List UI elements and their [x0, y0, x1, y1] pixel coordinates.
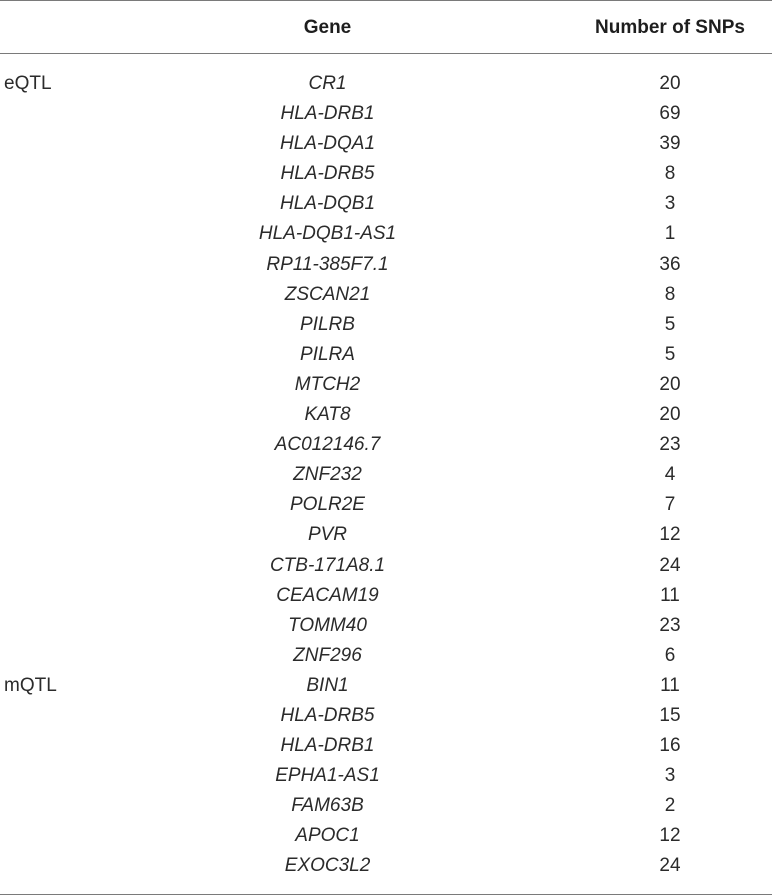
gene-cell: CEACAM19 — [276, 584, 379, 606]
group-cell: eQTL — [4, 73, 52, 94]
gene-cell: PILRB — [300, 313, 355, 335]
table-row — [0, 671, 772, 701]
gene-cell: POLR2E — [290, 494, 365, 516]
snp-count-cell: 7 — [664, 494, 676, 516]
snp-count-cell: 3 — [664, 765, 676, 787]
snp-count-cell: 23 — [659, 614, 681, 636]
snp-count-cell: 6 — [664, 644, 676, 666]
table-row — [0, 551, 772, 581]
snp-count-cell: 11 — [660, 584, 680, 606]
table-row — [0, 761, 772, 791]
table-row — [0, 189, 772, 219]
gene-cell: HLA-DQA1 — [279, 133, 376, 155]
gene-cell: ZNF232 — [293, 464, 362, 486]
gene-cell: APOC1 — [295, 825, 360, 847]
table-row — [0, 219, 772, 249]
table-row — [0, 581, 772, 611]
gene-cell: MTCH2 — [294, 373, 361, 395]
gene-cell: HLA-DRB5 — [280, 163, 375, 185]
table-row — [0, 520, 772, 550]
snp-count-cell: 5 — [664, 313, 676, 335]
snp-count-cell: 3 — [664, 193, 676, 215]
gene-cell: EPHA1-AS1 — [275, 765, 380, 787]
snp-count-cell: 2 — [664, 795, 676, 817]
gene-cell: HLA-DQB1-AS1 — [258, 223, 397, 245]
gene-cell: HLA-DRB5 — [280, 704, 375, 726]
gene-cell: CTB-171A8.1 — [269, 554, 386, 576]
gene-cell: TOMM40 — [288, 614, 367, 636]
snp-count-cell: 8 — [664, 163, 676, 185]
gene-cell: KAT8 — [304, 404, 351, 426]
gene-cell: HLA-DRB1 — [280, 735, 375, 757]
snp-count-cell: 36 — [659, 253, 681, 275]
snp-count-cell: 4 — [664, 464, 676, 486]
snp-count-cell: 69 — [659, 103, 681, 125]
table-row — [0, 99, 772, 129]
table-row — [0, 340, 772, 370]
table-row — [0, 701, 772, 731]
table-row — [0, 791, 772, 821]
gene-cell: HLA-DRB1 — [280, 103, 375, 125]
gene-cell: FAM63B — [291, 795, 364, 817]
gene-cell: CR1 — [308, 73, 347, 94]
group-cell: mQTL — [4, 674, 57, 696]
snp-count-cell: 20 — [659, 373, 681, 395]
snp-count-cell: 20 — [659, 73, 681, 94]
gene-cell: EXOC3L2 — [284, 855, 371, 877]
snp-count-cell: 24 — [659, 855, 681, 877]
gene-cell: RP11-385F7.1 — [266, 253, 389, 275]
table-row — [0, 731, 772, 761]
gene-cell: ZSCAN21 — [284, 283, 371, 305]
table-row — [0, 250, 772, 280]
table-row — [0, 129, 772, 159]
table-row — [0, 460, 772, 490]
table-header — [0, 1, 772, 53]
table-row — [0, 851, 772, 881]
table-row — [0, 159, 772, 189]
snp-count-cell: 12 — [659, 825, 681, 847]
table-row — [0, 280, 772, 310]
gene-cell: PILRA — [300, 343, 355, 365]
table-body — [0, 54, 772, 894]
table-row — [0, 400, 772, 430]
snp-count-cell: 16 — [659, 735, 681, 757]
snp-count-cell: 1 — [664, 223, 676, 245]
snp-count-cell: 20 — [659, 404, 681, 426]
table-row — [0, 370, 772, 400]
table-row — [0, 821, 772, 851]
table-row — [0, 430, 772, 460]
snp-count-cell: 23 — [659, 434, 681, 456]
table-row — [0, 490, 772, 520]
table-row — [0, 641, 772, 671]
snp-count-cell: 12 — [659, 524, 681, 546]
snp-count-cell: 5 — [664, 343, 676, 365]
table-row — [0, 69, 772, 99]
gene-cell: BIN1 — [306, 674, 349, 696]
snp-count-cell: 39 — [659, 133, 681, 155]
gene-cell: AC012146.7 — [274, 434, 381, 456]
gene-cell: ZNF296 — [293, 644, 362, 666]
header-number-of-snps: Number of SNPs — [595, 17, 745, 38]
snp-count-cell: 11 — [660, 674, 680, 696]
gene-cell: HLA-DQB1 — [279, 193, 376, 215]
gene-cell: PVR — [307, 524, 348, 546]
table-row — [0, 611, 772, 641]
snp-count-cell: 24 — [659, 554, 681, 576]
snp-count-cell: 8 — [664, 283, 676, 305]
snp-count-cell: 15 — [659, 704, 681, 726]
header-gene: Gene — [303, 17, 352, 38]
table-row — [0, 310, 772, 340]
bottom-rule — [0, 894, 772, 895]
